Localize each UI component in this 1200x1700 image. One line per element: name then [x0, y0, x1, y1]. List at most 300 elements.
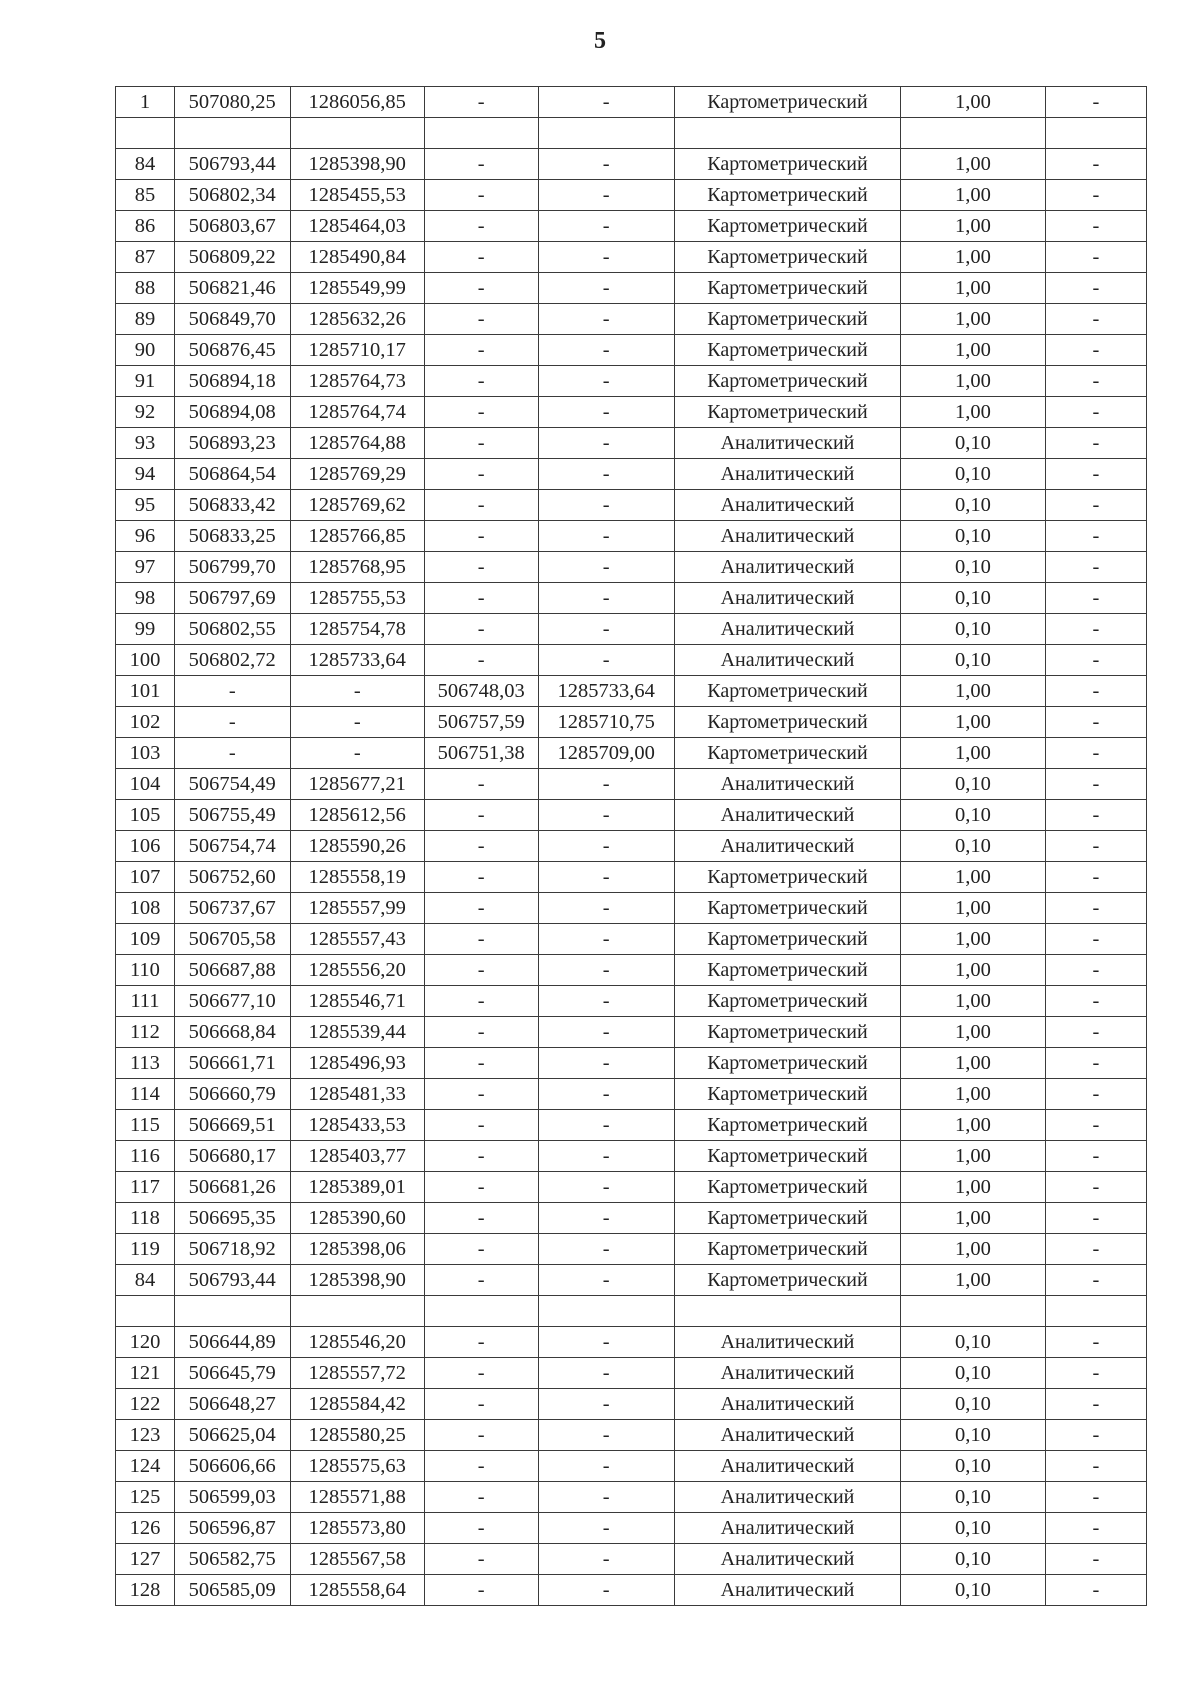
cell-point-number: 97 — [116, 552, 175, 583]
cell-x-new-coordinate: - — [424, 552, 538, 583]
cell-accuracy: 0,10 — [901, 614, 1046, 645]
cell-x-coordinate: 506802,34 — [174, 180, 290, 211]
cell-accuracy: 1,00 — [901, 1048, 1046, 1079]
cell-x-new-coordinate: - — [424, 893, 538, 924]
table-row — [116, 1420, 1147, 1451]
cell-y-coordinate: 1285584,42 — [290, 1389, 424, 1420]
cell-note: - — [1045, 831, 1146, 862]
cell-y-coordinate: 1285769,29 — [290, 459, 424, 490]
cell-point-number: 123 — [116, 1420, 175, 1451]
table-row — [116, 242, 1147, 273]
cell-method: Аналитический — [674, 645, 900, 676]
cell-point-number: 119 — [116, 1234, 175, 1265]
cell-note: - — [1045, 211, 1146, 242]
cell-note: - — [1045, 676, 1146, 707]
cell-y-coordinate: 1285557,43 — [290, 924, 424, 955]
cell-method: Картометрический — [674, 304, 900, 335]
cell-note: - — [1045, 1234, 1146, 1265]
table-row — [116, 1141, 1147, 1172]
cell-x-coordinate: 506793,44 — [174, 149, 290, 180]
cell-point-number: 87 — [116, 242, 175, 273]
cell-accuracy: 1,00 — [901, 893, 1046, 924]
cell-y-new-coordinate: - — [538, 335, 674, 366]
cell-x-new-coordinate: - — [424, 335, 538, 366]
table-row — [116, 1296, 1147, 1327]
cell-method: Картометрический — [674, 893, 900, 924]
cell-x-new-coordinate: - — [424, 583, 538, 614]
cell-method: Аналитический — [674, 1482, 900, 1513]
cell-y-coordinate: 1285733,64 — [290, 645, 424, 676]
cell-method: Картометрический — [674, 1234, 900, 1265]
cell-x-new-coordinate: - — [424, 1048, 538, 1079]
cell-y-coordinate: 1285398,90 — [290, 1265, 424, 1296]
cell-y-new-coordinate: - — [538, 1265, 674, 1296]
table-row — [116, 1482, 1147, 1513]
table-row — [116, 490, 1147, 521]
cell-x-new-coordinate: - — [424, 1544, 538, 1575]
cell-accuracy: 1,00 — [901, 366, 1046, 397]
cell-method: Аналитический — [674, 1513, 900, 1544]
cell-accuracy: 1,00 — [901, 738, 1046, 769]
cell-x-new-coordinate: - — [424, 1141, 538, 1172]
cell-x-new-coordinate: - — [424, 1265, 538, 1296]
cell-point-number: 84 — [116, 149, 175, 180]
cell-x-coordinate: 506737,67 — [174, 893, 290, 924]
cell-note: - — [1045, 1575, 1146, 1606]
cell-method: Аналитический — [674, 769, 900, 800]
cell-x-new-coordinate: - — [424, 1203, 538, 1234]
table-row — [116, 831, 1147, 862]
cell-x-new-coordinate: - — [424, 490, 538, 521]
cell-y-new-coordinate: - — [538, 1513, 674, 1544]
cell-accuracy: 1,00 — [901, 924, 1046, 955]
cell-note: - — [1045, 986, 1146, 1017]
cell-point-number: 111 — [116, 986, 175, 1017]
cell-x-coordinate: 506582,75 — [174, 1544, 290, 1575]
cell-accuracy: 1,00 — [901, 1234, 1046, 1265]
cell-method: Картометрический — [674, 273, 900, 304]
cell-x-new-coordinate: - — [424, 1017, 538, 1048]
cell-x-coordinate: 506876,45 — [174, 335, 290, 366]
cell-x-coordinate: 506661,71 — [174, 1048, 290, 1079]
cell-point-number: 118 — [116, 1203, 175, 1234]
cell-note: - — [1045, 924, 1146, 955]
cell-y-coordinate: 1285539,44 — [290, 1017, 424, 1048]
cell-x-new-coordinate: - — [424, 614, 538, 645]
cell-accuracy: 1,00 — [901, 1265, 1046, 1296]
cell-method: Аналитический — [674, 428, 900, 459]
table-row — [116, 335, 1147, 366]
cell-y-new-coordinate: - — [538, 552, 674, 583]
cell-x-coordinate: - — [174, 707, 290, 738]
cell-accuracy: 1,00 — [901, 242, 1046, 273]
cell-accuracy: 1,00 — [901, 1079, 1046, 1110]
cell-y-new-coordinate: - — [538, 1141, 674, 1172]
cell-method — [674, 118, 900, 149]
cell-accuracy: 1,00 — [901, 335, 1046, 366]
cell-y-new-coordinate: - — [538, 1358, 674, 1389]
cell-y-new-coordinate: - — [538, 1327, 674, 1358]
cell-method — [674, 1296, 900, 1327]
table-row — [116, 1203, 1147, 1234]
cell-x-new-coordinate: - — [424, 521, 538, 552]
cell-point-number: 114 — [116, 1079, 175, 1110]
cell-x-new-coordinate: 506757,59 — [424, 707, 538, 738]
cell-y-new-coordinate: - — [538, 490, 674, 521]
cell-method: Картометрический — [674, 211, 900, 242]
cell-point-number: 91 — [116, 366, 175, 397]
cell-method: Аналитический — [674, 1358, 900, 1389]
table-row — [116, 397, 1147, 428]
cell-point-number — [116, 1296, 175, 1327]
cell-accuracy: 0,10 — [901, 521, 1046, 552]
cell-point-number: 107 — [116, 862, 175, 893]
cell-y-coordinate: 1285764,73 — [290, 366, 424, 397]
cell-y-coordinate: 1285710,17 — [290, 335, 424, 366]
cell-y-coordinate: - — [290, 738, 424, 769]
cell-note: - — [1045, 1513, 1146, 1544]
cell-accuracy: 1,00 — [901, 304, 1046, 335]
cell-y-coordinate: 1285677,21 — [290, 769, 424, 800]
cell-accuracy: 0,10 — [901, 428, 1046, 459]
cell-x-new-coordinate: - — [424, 366, 538, 397]
cell-method: Картометрический — [674, 986, 900, 1017]
cell-y-coordinate: 1285556,20 — [290, 955, 424, 986]
cell-y-coordinate: 1285433,53 — [290, 1110, 424, 1141]
cell-x-new-coordinate: - — [424, 986, 538, 1017]
cell-x-coordinate: 506585,09 — [174, 1575, 290, 1606]
cell-x-coordinate: 506660,79 — [174, 1079, 290, 1110]
cell-point-number: 125 — [116, 1482, 175, 1513]
cell-method: Аналитический — [674, 831, 900, 862]
cell-y-coordinate: 1285575,63 — [290, 1451, 424, 1482]
table-row — [116, 924, 1147, 955]
cell-accuracy — [901, 118, 1046, 149]
cell-x-new-coordinate — [424, 1296, 538, 1327]
cell-note: - — [1045, 1482, 1146, 1513]
cell-method: Аналитический — [674, 459, 900, 490]
cell-y-new-coordinate — [538, 118, 674, 149]
table-row — [116, 1358, 1147, 1389]
cell-x-new-coordinate: - — [424, 800, 538, 831]
cell-y-new-coordinate: - — [538, 1451, 674, 1482]
cell-x-coordinate: 506668,84 — [174, 1017, 290, 1048]
cell-y-coordinate: 1285590,26 — [290, 831, 424, 862]
cell-x-coordinate: 506680,17 — [174, 1141, 290, 1172]
cell-y-coordinate: 1285558,64 — [290, 1575, 424, 1606]
cell-y-new-coordinate: - — [538, 1544, 674, 1575]
cell-method: Аналитический — [674, 1327, 900, 1358]
table-row — [116, 893, 1147, 924]
cell-accuracy: 1,00 — [901, 1141, 1046, 1172]
table-row — [116, 211, 1147, 242]
cell-x-new-coordinate: - — [424, 397, 538, 428]
table-row — [116, 1048, 1147, 1079]
cell-y-coordinate: 1285490,84 — [290, 242, 424, 273]
table-row — [116, 1172, 1147, 1203]
cell-y-new-coordinate: - — [538, 180, 674, 211]
cell-x-coordinate: 506894,18 — [174, 366, 290, 397]
cell-point-number: 89 — [116, 304, 175, 335]
cell-method: Картометрический — [674, 242, 900, 273]
cell-note: - — [1045, 1420, 1146, 1451]
cell-y-coordinate: 1285464,03 — [290, 211, 424, 242]
cell-y-new-coordinate: - — [538, 769, 674, 800]
cell-method: Картометрический — [674, 1079, 900, 1110]
cell-note: - — [1045, 862, 1146, 893]
table-row — [116, 180, 1147, 211]
cell-accuracy: 0,10 — [901, 1358, 1046, 1389]
cell-note: - — [1045, 645, 1146, 676]
cell-accuracy: 1,00 — [901, 211, 1046, 242]
cell-method: Аналитический — [674, 1575, 900, 1606]
cell-x-new-coordinate: - — [424, 1358, 538, 1389]
cell-note: - — [1045, 893, 1146, 924]
cell-method: Картометрический — [674, 1110, 900, 1141]
cell-method: Картометрический — [674, 180, 900, 211]
cell-y-coordinate — [290, 1296, 424, 1327]
cell-x-new-coordinate: - — [424, 862, 538, 893]
cell-note: - — [1045, 1110, 1146, 1141]
cell-point-number: 127 — [116, 1544, 175, 1575]
cell-accuracy: 0,10 — [901, 459, 1046, 490]
cell-method: Картометрический — [674, 924, 900, 955]
cell-x-coordinate: 506797,69 — [174, 583, 290, 614]
cell-accuracy: 0,10 — [901, 1451, 1046, 1482]
cell-x-coordinate: 506802,72 — [174, 645, 290, 676]
cell-x-coordinate: - — [174, 676, 290, 707]
cell-y-coordinate: 1285389,01 — [290, 1172, 424, 1203]
coordinates-table — [115, 86, 1147, 1606]
cell-x-new-coordinate: - — [424, 1234, 538, 1265]
cell-point-number: 108 — [116, 893, 175, 924]
cell-x-coordinate: 506645,79 — [174, 1358, 290, 1389]
cell-x-coordinate: 506799,70 — [174, 552, 290, 583]
cell-note: - — [1045, 769, 1146, 800]
cell-x-coordinate: 507080,25 — [174, 87, 290, 118]
cell-y-new-coordinate: - — [538, 459, 674, 490]
cell-method: Картометрический — [674, 1203, 900, 1234]
cell-note: - — [1045, 428, 1146, 459]
cell-note: - — [1045, 180, 1146, 211]
cell-note: - — [1045, 87, 1146, 118]
cell-accuracy: 1,00 — [901, 1203, 1046, 1234]
cell-x-new-coordinate: 506751,38 — [424, 738, 538, 769]
cell-x-new-coordinate: - — [424, 211, 538, 242]
cell-x-coordinate: 506793,44 — [174, 1265, 290, 1296]
cell-note: - — [1045, 1358, 1146, 1389]
cell-method: Картометрический — [674, 149, 900, 180]
table-row — [116, 1265, 1147, 1296]
cell-note: - — [1045, 490, 1146, 521]
table-row — [116, 583, 1147, 614]
cell-point-number: 85 — [116, 180, 175, 211]
cell-x-coordinate — [174, 118, 290, 149]
cell-x-new-coordinate: - — [424, 1451, 538, 1482]
cell-accuracy: 1,00 — [901, 149, 1046, 180]
cell-point-number: 88 — [116, 273, 175, 304]
cell-note: - — [1045, 1017, 1146, 1048]
cell-x-coordinate: 506677,10 — [174, 986, 290, 1017]
cell-y-new-coordinate: - — [538, 1079, 674, 1110]
cell-y-new-coordinate: - — [538, 1389, 674, 1420]
cell-x-coordinate: 506705,58 — [174, 924, 290, 955]
cell-point-number: 99 — [116, 614, 175, 645]
cell-y-coordinate: 1285632,26 — [290, 304, 424, 335]
cell-accuracy: 0,10 — [901, 1420, 1046, 1451]
cell-point-number: 126 — [116, 1513, 175, 1544]
cell-accuracy: 1,00 — [901, 1110, 1046, 1141]
cell-note: - — [1045, 1141, 1146, 1172]
cell-y-coordinate: 1285496,93 — [290, 1048, 424, 1079]
cell-y-coordinate: 1285546,20 — [290, 1327, 424, 1358]
cell-point-number: 93 — [116, 428, 175, 459]
cell-method: Картометрический — [674, 397, 900, 428]
cell-y-new-coordinate: - — [538, 273, 674, 304]
table-row — [116, 1513, 1147, 1544]
cell-method: Картометрический — [674, 1048, 900, 1079]
cell-y-coordinate: 1285558,19 — [290, 862, 424, 893]
cell-y-new-coordinate: - — [538, 242, 674, 273]
cell-accuracy: 0,10 — [901, 645, 1046, 676]
table-row — [116, 862, 1147, 893]
cell-x-new-coordinate: - — [424, 1389, 538, 1420]
cell-point-number: 124 — [116, 1451, 175, 1482]
cell-method: Картометрический — [674, 1141, 900, 1172]
cell-x-coordinate: 506681,26 — [174, 1172, 290, 1203]
cell-method: Картометрический — [674, 366, 900, 397]
table-row — [116, 459, 1147, 490]
cell-x-coordinate: 506606,66 — [174, 1451, 290, 1482]
cell-y-coordinate: 1285768,95 — [290, 552, 424, 583]
cell-note: - — [1045, 552, 1146, 583]
cell-method: Аналитический — [674, 1451, 900, 1482]
cell-x-coordinate: 506821,46 — [174, 273, 290, 304]
cell-x-coordinate: 506644,89 — [174, 1327, 290, 1358]
cell-x-coordinate: 506849,70 — [174, 304, 290, 335]
cell-point-number: 96 — [116, 521, 175, 552]
cell-note: - — [1045, 738, 1146, 769]
table-row — [116, 552, 1147, 583]
cell-method: Картометрический — [674, 676, 900, 707]
cell-y-new-coordinate: - — [538, 1482, 674, 1513]
cell-y-coordinate: 1285580,25 — [290, 1420, 424, 1451]
cell-note: - — [1045, 1172, 1146, 1203]
table-row — [116, 118, 1147, 149]
cell-y-coordinate: 1285390,60 — [290, 1203, 424, 1234]
cell-y-new-coordinate: - — [538, 1110, 674, 1141]
cell-note: - — [1045, 1451, 1146, 1482]
cell-point-number: 84 — [116, 1265, 175, 1296]
cell-method: Картометрический — [674, 1017, 900, 1048]
table-row — [116, 955, 1147, 986]
cell-y-coordinate: 1285557,72 — [290, 1358, 424, 1389]
cell-accuracy: 0,10 — [901, 1513, 1046, 1544]
cell-x-new-coordinate: - — [424, 87, 538, 118]
cell-point-number: 117 — [116, 1172, 175, 1203]
table-row — [116, 521, 1147, 552]
cell-accuracy: 1,00 — [901, 707, 1046, 738]
table-row — [116, 738, 1147, 769]
cell-accuracy: 0,10 — [901, 831, 1046, 862]
cell-y-new-coordinate: - — [538, 645, 674, 676]
cell-method: Картометрический — [674, 738, 900, 769]
cell-x-new-coordinate: - — [424, 1110, 538, 1141]
cell-x-new-coordinate: - — [424, 273, 538, 304]
cell-x-coordinate: 506833,42 — [174, 490, 290, 521]
cell-y-coordinate: 1285764,74 — [290, 397, 424, 428]
cell-x-new-coordinate: - — [424, 242, 538, 273]
cell-note: - — [1045, 459, 1146, 490]
cell-x-new-coordinate: - — [424, 1420, 538, 1451]
cell-point-number: 106 — [116, 831, 175, 862]
table-row — [116, 769, 1147, 800]
cell-point-number: 86 — [116, 211, 175, 242]
cell-x-coordinate: 506752,60 — [174, 862, 290, 893]
cell-point-number: 95 — [116, 490, 175, 521]
cell-y-coordinate: 1285764,88 — [290, 428, 424, 459]
cell-y-new-coordinate: - — [538, 893, 674, 924]
cell-method: Картометрический — [674, 335, 900, 366]
cell-point-number: 109 — [116, 924, 175, 955]
cell-point-number: 110 — [116, 955, 175, 986]
cell-accuracy: 1,00 — [901, 397, 1046, 428]
cell-x-new-coordinate: - — [424, 428, 538, 459]
cell-x-coordinate: 506833,25 — [174, 521, 290, 552]
cell-accuracy — [901, 1296, 1046, 1327]
table-row — [116, 1451, 1147, 1482]
cell-x-coordinate: 506755,49 — [174, 800, 290, 831]
cell-point-number: 115 — [116, 1110, 175, 1141]
cell-note: - — [1045, 707, 1146, 738]
cell-method: Аналитический — [674, 583, 900, 614]
cell-note: - — [1045, 800, 1146, 831]
cell-y-coordinate: 1285567,58 — [290, 1544, 424, 1575]
table-row — [116, 986, 1147, 1017]
cell-y-coordinate: 1285398,90 — [290, 149, 424, 180]
cell-point-number: 90 — [116, 335, 175, 366]
cell-method: Аналитический — [674, 1544, 900, 1575]
cell-point-number: 113 — [116, 1048, 175, 1079]
cell-x-new-coordinate: - — [424, 304, 538, 335]
cell-y-coordinate: 1285557,99 — [290, 893, 424, 924]
cell-y-coordinate: 1285546,71 — [290, 986, 424, 1017]
cell-x-coordinate: 506596,87 — [174, 1513, 290, 1544]
cell-y-coordinate: 1285612,56 — [290, 800, 424, 831]
cell-point-number: 101 — [116, 676, 175, 707]
cell-y-new-coordinate: - — [538, 1203, 674, 1234]
cell-y-coordinate — [290, 118, 424, 149]
cell-accuracy: 1,00 — [901, 955, 1046, 986]
cell-point-number: 112 — [116, 1017, 175, 1048]
table-row — [116, 1017, 1147, 1048]
cell-y-new-coordinate: - — [538, 583, 674, 614]
cell-x-new-coordinate: - — [424, 1575, 538, 1606]
cell-x-coordinate: 506809,22 — [174, 242, 290, 273]
cell-y-coordinate: 1285755,53 — [290, 583, 424, 614]
cell-y-new-coordinate: 1285733,64 — [538, 676, 674, 707]
table-row — [116, 645, 1147, 676]
cell-x-coordinate: 506864,54 — [174, 459, 290, 490]
cell-method: Аналитический — [674, 800, 900, 831]
cell-x-coordinate: 506893,23 — [174, 428, 290, 459]
cell-note: - — [1045, 1203, 1146, 1234]
cell-x-new-coordinate: - — [424, 1079, 538, 1110]
cell-method: Картометрический — [674, 1172, 900, 1203]
table-row — [116, 1079, 1147, 1110]
table-row — [116, 707, 1147, 738]
cell-accuracy: 1,00 — [901, 1172, 1046, 1203]
